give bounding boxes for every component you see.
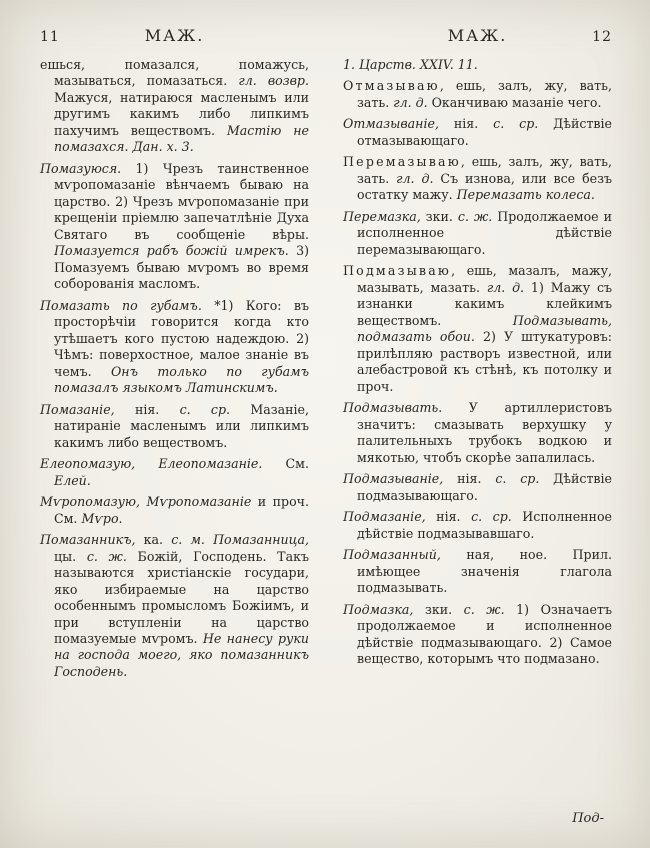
text-run: Съ изнова, или все безъ остатку мажу. <box>357 170 612 203</box>
spaced-headword-run: Подмазываю <box>343 263 452 279</box>
dictionary-entry <box>343 509 612 542</box>
running-title-left: МАЖ. <box>144 26 205 45</box>
dictionary-entry <box>343 263 612 395</box>
right-column <box>343 57 612 685</box>
text-run: 3) Помазуемъ бываю мѵромъ во время соборованія масломъ. <box>54 243 309 292</box>
italic-text-run: с. ж. <box>463 601 505 617</box>
dictionary-entry <box>40 494 309 527</box>
text-run: цы. <box>54 548 87 564</box>
italic-text-run: гл. д. <box>393 94 428 110</box>
italic-text-run: Подмазка, <box>343 601 414 617</box>
text-run: Дѣйствіе подмазывающаго. <box>357 471 612 503</box>
dictionary-entry <box>343 471 612 504</box>
text-run: Дѣйствіе отмазывающаго. <box>357 116 612 148</box>
text-run: Божій, Господень. Такъ называются христіанскіе государи, яко избираемые на царство особеннымъ промысломъ Божіимъ, и при вступленіи на царство помазуемые мѵромъ. <box>54 548 309 646</box>
dictionary-entry <box>343 57 612 73</box>
italic-text-run: с. ср. <box>495 471 540 487</box>
italic-text-run: Перемазать колеса. <box>456 187 595 203</box>
italic-text-run: Онъ только по губамъ помазалъ языкомъ Латинскимъ. <box>54 363 309 396</box>
italic-text-run: Помазанникъ, <box>40 532 136 548</box>
text-run: ешься, помазался, помажусь, мазываться, помазаться. <box>40 57 309 89</box>
italic-text-run: Перемазка, <box>343 208 421 224</box>
italic-text-run: Помазуюся. <box>40 160 122 176</box>
italic-text-run: Помазуется рабъ божій имрекъ. <box>54 243 289 259</box>
text-run: нія. <box>114 401 180 417</box>
text-run: зки. <box>420 208 458 224</box>
page-number-left: 11 <box>40 29 60 45</box>
page-header <box>40 26 612 45</box>
dictionary-entry <box>40 456 309 489</box>
italic-text-run: гл. возвр. <box>238 73 309 89</box>
text-run: У артиллеристовъ значитъ: смазывать верхушку у палительныхъ трубокъ водкою и мякотью, чтобъ скорѣе запалилась. <box>357 400 612 465</box>
dictionary-entry <box>343 547 612 596</box>
italic-text-run: с. ср. <box>179 401 231 417</box>
text-run: См. <box>262 456 309 472</box>
dictionary-entry <box>343 400 612 466</box>
italic-text-run: Подмазаніе, <box>343 509 426 525</box>
dictionary-entry <box>343 602 612 668</box>
italic-text-run: Помазанница, <box>213 532 309 548</box>
italic-text-run: Мѵропомазую, Мѵропомазаніе <box>40 494 252 510</box>
text-run: нія. <box>443 471 496 487</box>
header-right-column <box>343 26 612 45</box>
italic-text-run: Подмазанный, <box>343 547 441 563</box>
text-run: , ешь, залъ, жу, вать, зать. <box>357 154 612 186</box>
text-run: , ешь, залъ, жу, вать, зать. <box>357 78 612 110</box>
running-title-right: МАЖ. <box>447 26 508 45</box>
text-run: Исполненное дѣйствіе подмазывавшаго. <box>357 509 612 541</box>
text-run: *1) Кого: въ просторѣчіи говорится когда кто утѣшаетъ кого пустою надеждою. 2) Чѣмъ: поверхостное, малое знаніе въ чемъ. <box>54 297 310 379</box>
text-run: 1) Чрезъ таинственное мѵропомазаніе вѣнчаемъ бываю на царство. 2) Чрезъ мѵропомазаніе при крещеніи пріемлю запечатлѣніе Духа Святаго въ сообщеніе вѣры. <box>54 160 309 242</box>
text-run: 2) У штукатуровъ: прилѣпляю растворъ известной, или алебастровой къ стѣнѣ, къ потолку и проч. <box>357 329 612 394</box>
spaced-headword-run: Перемазываю <box>343 154 461 170</box>
dictionary-entry <box>343 154 612 203</box>
dictionary-entry <box>40 57 309 156</box>
italic-text-run: с. ж. <box>86 548 127 564</box>
text-run: 1) Означаетъ продолжаемое и исполненное дѣйствіе подмазывающаго. 2) Самое вещество, которымъ что подмазано. <box>357 601 612 666</box>
italic-text-run: Мастію не помазахся. Дан. х. 3. <box>54 122 309 155</box>
italic-text-run: Подмазывать. <box>343 400 443 416</box>
italic-text-run: Подмазывать, подмазать обои. <box>357 312 612 345</box>
text-run: нія. <box>438 116 494 132</box>
italic-text-run: Не нанесу руки на господа моего, яко помазанникъ Господень. <box>54 630 309 679</box>
dictionary-entry <box>343 116 612 149</box>
text-run: Продолжаемое и исполненное дѣйствіе перемазывающаго. <box>357 208 612 257</box>
text-run: нія. <box>425 509 472 525</box>
catchword: Под- <box>572 811 604 826</box>
text-run: ная, ное. Прил. имѣющее значенія глагола подмазывать. <box>357 547 612 596</box>
spaced-headword-run: Отмазываю <box>343 78 440 94</box>
dictionary-entry <box>40 298 309 397</box>
page-number-right: 12 <box>592 29 612 45</box>
text-run: Мазаніе, натираніе масленымъ или липкимъ какимъ либо веществомъ. <box>54 401 309 450</box>
italic-text-run: Отмазываніе, <box>343 116 439 132</box>
italic-text-run: с. ж. <box>457 208 493 224</box>
italic-text-run: Мѵро. <box>81 510 123 526</box>
dictionary-entry <box>40 402 309 451</box>
text-run: и проч. См. <box>54 494 309 526</box>
italic-text-run: Подмазываніе, <box>343 471 444 487</box>
italic-text-run: гл. д. <box>396 170 434 186</box>
text-run: Мажуся, натираюся масленымъ или другимъ какимъ либо липкимъ пахучимъ веществомъ. <box>54 89 309 138</box>
dictionary-entry <box>40 161 309 293</box>
text-run: Оканчиваю мазаніе чего. <box>427 94 602 110</box>
italic-text-run: Елеопомазую, Елеопомазаніе. <box>40 456 263 472</box>
italic-text-run: Помазаніе, <box>40 401 115 417</box>
text-columns <box>40 57 612 685</box>
italic-text-run: 1. Царств. XXIV. 11. <box>343 57 478 72</box>
text-run: 1) Мажу съ изнанки какимъ клейкимъ веществомъ. <box>357 279 613 328</box>
dictionary-entry <box>343 78 612 111</box>
header-left-column <box>40 26 309 45</box>
text-run: зки. <box>413 601 464 617</box>
italic-text-run: Помазать по губамъ. <box>40 297 202 313</box>
italic-text-run: Елей. <box>54 472 91 488</box>
italic-text-run: с. ср. <box>471 509 512 525</box>
italic-text-run: гл. д. <box>486 279 525 295</box>
text-run: , ешь, мазалъ, мажу, мазывать, мазать. <box>357 263 612 295</box>
dictionary-entry <box>343 209 612 258</box>
italic-text-run: с. ср. <box>493 116 539 132</box>
text-run <box>205 532 213 547</box>
text-run: ка. <box>135 532 172 548</box>
left-column <box>40 57 309 685</box>
dictionary-entry <box>40 532 309 680</box>
italic-text-run: с. м. <box>171 532 205 548</box>
